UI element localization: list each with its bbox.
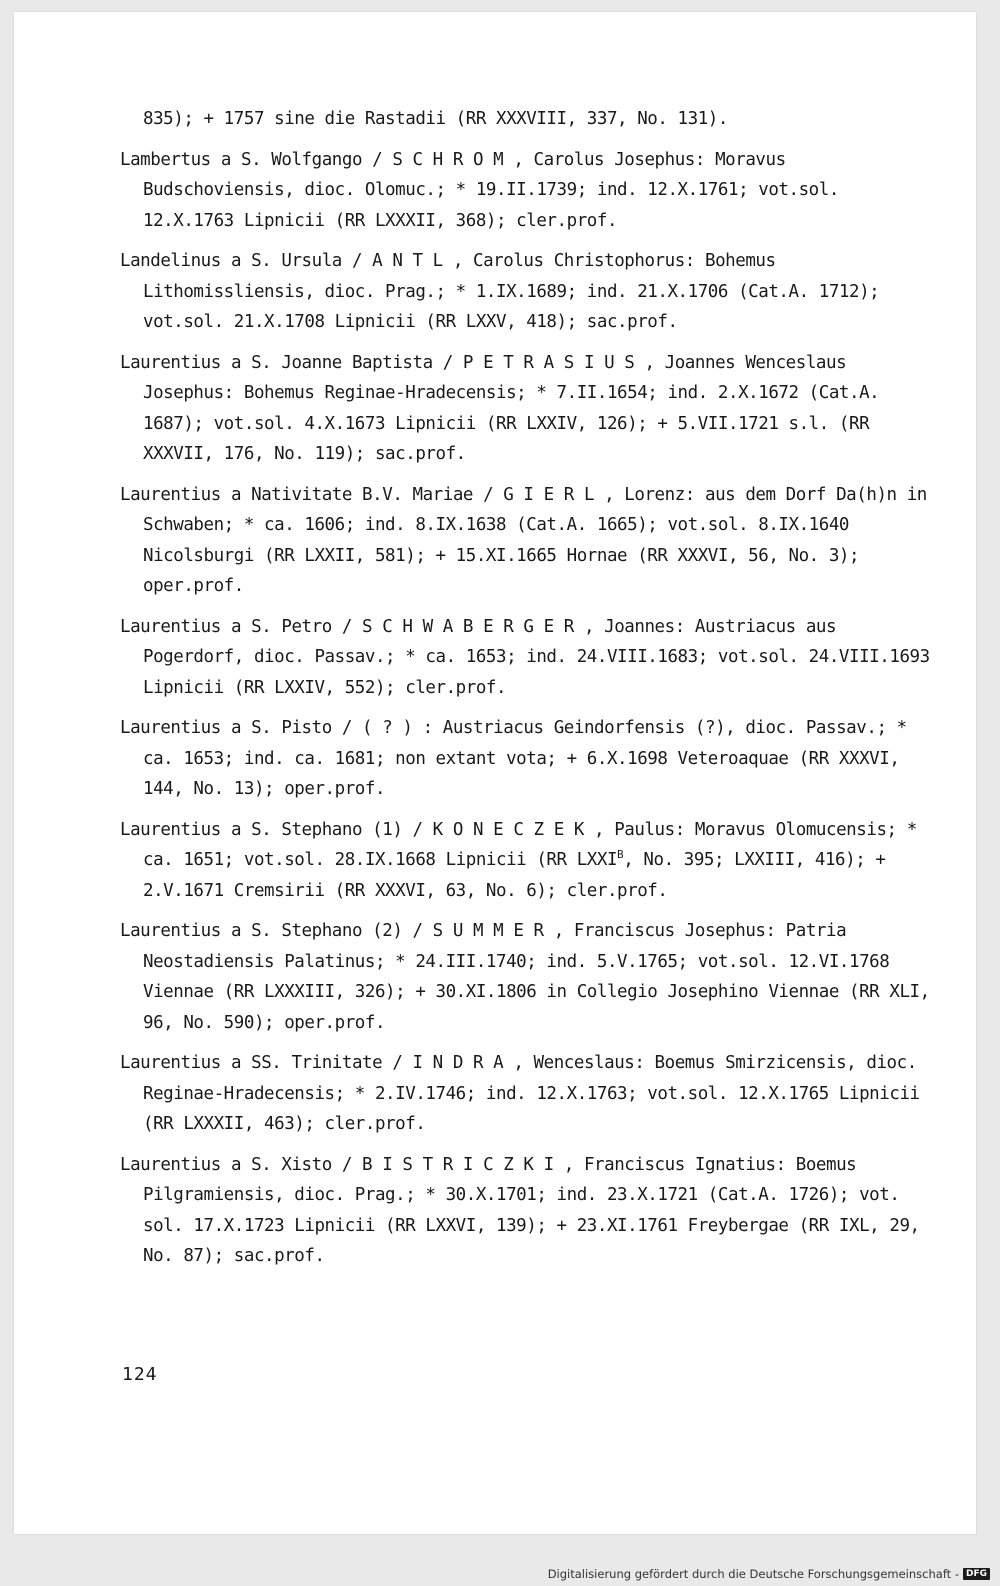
page-number: 124 [122, 1364, 158, 1385]
entry-laurentius-pisto: Laurentius a S. Pisto / ( ? ) : Austriacus Geindorfensis (?), dioc. Passav.; * ca. 1653; ind. ca. 1681; non extant vota; + 6.X.1698 Veteroaquae (RR XXXVI, 144, No. 13); oper.prof. [120, 718, 907, 799]
entry-lambertus: Lambertus a S. Wolfgango / S C H R O M , Carolus Josephus: Moravus Budschoviensis, dioc. Olomuc.; * 19.II.1739; ind. 12.X.1761; vot.sol. 12.X.1763 Lipnicii (RR LXXXII, 368); cler.prof. [120, 149, 839, 231]
footer-text: Digitalisierung gefördert durch die Deutsche Forschungsgemeinschaft - [547, 1567, 959, 1581]
entry-laurentius-trinitate: Laurentius a SS. Trinitate / I N D R A , Wenceslaus: Boemus Smirzicensis, dioc. Reginae-Hradecensis; * 2.IV.1746; ind. 12.X.1763; vot.sol. 12.X.1765 Lipnicii (RR LXXXII, 463); cler.prof. [120, 1053, 920, 1134]
entry-laurentius-stephano-2: Laurentius a S. Stephano (2) / S U M M E R , Franciscus Josephus: Patria Neostadiensis Palatinus; * 24.III.1740; ind. 5.V.1765; vot.sol. 12.VI.1768 Viennae (RR LXXXIII, 326); + 30.XI.1806 in Collegio Josephino Viennae (RR XLI, 96, No. 590); oper.prof. [120, 921, 930, 1033]
superscript: B [617, 848, 624, 862]
entry-laurentius-joanne-baptista: Laurentius a S. Joanne Baptista / P E T R A S I U S , Joannes Wenceslaus Josephus: Bohemus Reginae-Hradecensis; * 7.II.1654; ind. 2.X.1672 (Cat.A. 1687); vot.sol. 4.X.1673 Lipnicii (RR LXXIV, 126); + 5.VII.1721 s.l. (RR XXXVII, 176, No. 119); sac.prof. [120, 352, 880, 464]
entry-text-after: , No. 395; LXXIII, 416); + 2.V.1671 Cremsirii (RR XXXVI, 63, No. 6); cler.prof. [143, 850, 886, 901]
entry-continuation: 835); + 1757 sine die Rastadii (RR XXXVIII, 337, No. 131). [143, 109, 728, 129]
entries-list [120, 104, 932, 1282]
document-page [14, 12, 976, 1534]
entry-laurentius-stephano-1 [120, 815, 932, 907]
digitization-footer [548, 1567, 990, 1581]
entry-laurentius-petro: Laurentius a S. Petro / S C H W A B E R G E R , Joannes: Austriacus aus Pogerdorf, dioc. Passav.; * ca. 1653; ind. 24.VIII.1683; vot.sol. 24.VIII.1693 Lipnicii (RR LXXIV, 552); cler.prof. [120, 616, 930, 698]
dfg-logo-icon: DFG [963, 1568, 990, 1580]
entry-laurentius-nativitate: Laurentius a Nativitate B.V. Mariae / G I E R L , Lorenz: aus dem Dorf Da(h)n in Schwaben; * ca. 1606; ind. 8.IX.1638 (Cat.A. 1665); vot.sol. 8.IX.1640 Nicolsburgi (RR LXXII, 581); + 15.XI.1665 Hornae (RR XXXVI, 56, No. 3); oper.prof. [120, 484, 927, 596]
entry-laurentius-xisto: Laurentius a S. Xisto / B I S T R I C Z K I , Franciscus Ignatius: Boemus Pilgramiensis, dioc. Prag.; * 30.X.1701; ind. 23.X.1721 (Cat.A. 1726); vot. sol. 17.X.1723 Lipnicii (RR LXXVI, 139); + 23.XI.1761 Freybergae (RR IXL, 29, No. 87); sac.prof. [120, 1154, 920, 1266]
entry-landelinus: Landelinus a S. Ursula / A N T L , Carolus Christophorus: Bohemus Lithomissliensis, dioc. Prag.; * 1.IX.1689; ind. 21.X.1706 (Cat.A. 1712); vot.sol. 21.X.1708 Lipnicii (RR LXXV, 418); sac.prof. [120, 251, 880, 332]
entry-text-before: Laurentius a S. Stephano (1) / K O N E C Z E K , Paulus: Moravus Olomucensis; * ca. 1651; vot.sol. 28.IX.1668 Lipnicii (RR LXXI [120, 819, 917, 870]
